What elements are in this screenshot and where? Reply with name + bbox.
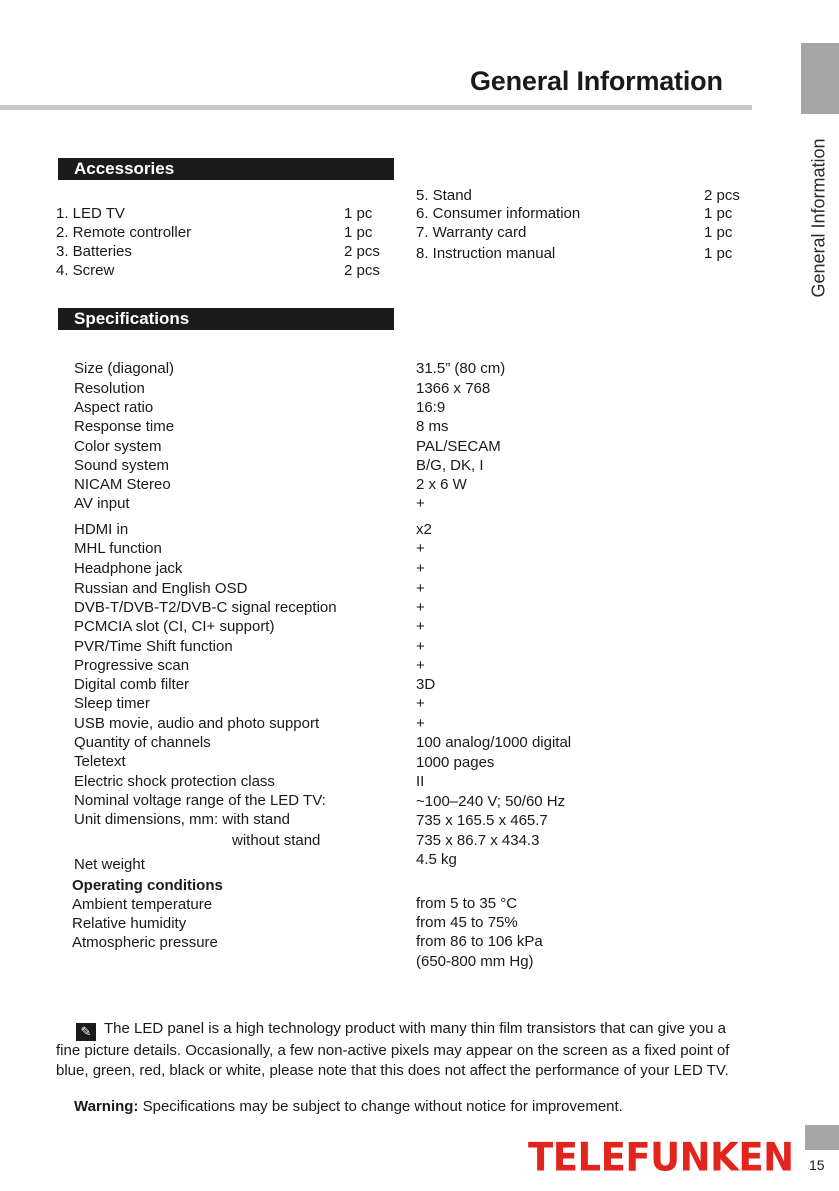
spec-label: Ambient temperature	[72, 896, 213, 913]
spec-value: from 45 to 75%	[416, 914, 518, 931]
accessory-qty: 1 pc	[704, 245, 733, 262]
operating-conditions-heading: Operating conditions	[72, 877, 223, 894]
spec-label: DVB-T/DVB-T2/DVB-C signal reception	[74, 599, 337, 616]
spec-value: PAL/SECAM	[416, 438, 501, 455]
accessory-item: 3. Batteries	[56, 243, 132, 260]
side-section-label: General Information	[808, 138, 829, 298]
note-text: The LED panel is a high technology product with many thin film transistors that can give you a fine picture details. Occasionally, a few non-active pixels may appear on the screen as a fixed point of blue, green, red, black or white, please note that this does not affect the performance of your LED TV.	[56, 1020, 730, 1079]
accessory-qty: 1 pc	[704, 224, 733, 241]
accessory-qty: 2 pcs	[344, 262, 380, 279]
accessory-item: 5. Stand	[416, 187, 472, 204]
spec-value: from 86 to 106 kPa	[416, 933, 543, 950]
note-pencil-icon: ✎	[76, 1023, 96, 1041]
spec-value: 735 x 86.7 x 434.3	[416, 832, 540, 849]
spec-value: 31.5” (80 cm)	[416, 360, 506, 377]
accessory-qty: 1 pc	[344, 224, 373, 241]
spec-value: 1366 x 768	[416, 380, 491, 397]
spec-label: HDMI in	[74, 521, 129, 538]
warning-text: Specifications may be subject to change without notice for improvement.	[138, 1098, 623, 1115]
spec-label: Headphone jack	[74, 560, 183, 577]
spec-label: Relative humidity	[72, 915, 187, 932]
spec-value: B/G, DK, I	[416, 457, 484, 474]
spec-value: 100 analog/1000 digital	[416, 734, 572, 751]
spec-value: +	[416, 599, 425, 616]
spec-label: Sleep timer	[74, 695, 150, 712]
spec-value: +	[416, 618, 425, 635]
accessory-item: 1. LED TV	[56, 205, 125, 222]
warning-label: Warning:	[74, 1098, 139, 1115]
spec-label: Nominal voltage range of the LED TV:	[74, 792, 326, 809]
spec-label: Size (diagonal)	[74, 360, 175, 377]
spec-value: +	[416, 695, 425, 712]
spec-label: AV input	[74, 495, 130, 512]
spec-label: Teletext	[74, 753, 126, 770]
spec-value: +	[416, 495, 425, 512]
accessory-item: 7. Warranty card	[416, 224, 527, 241]
spec-label: Unit dimensions, mm: with stand	[74, 811, 290, 828]
spec-value: +	[416, 540, 425, 557]
led-panel-note	[56, 1019, 746, 1080]
accessory-qty: 1 pc	[704, 205, 733, 222]
spec-label: NICAM Stereo	[74, 476, 171, 493]
spec-label: Electric shock protection class	[74, 773, 275, 790]
spec-label: Progressive scan	[74, 657, 190, 674]
spec-value: 1000 pages	[416, 754, 495, 771]
spec-label: without stand	[232, 832, 321, 849]
accessory-item: 2. Remote controller	[56, 224, 192, 241]
spec-value: 3D	[416, 676, 436, 693]
spec-label: Quantity of channels	[74, 734, 211, 751]
spec-label: Atmospheric pressure	[72, 934, 218, 951]
spec-label: Sound system	[74, 457, 170, 474]
warning-line	[74, 1097, 623, 1116]
spec-value: x2	[416, 521, 432, 538]
accessory-qty: 1 pc	[344, 205, 373, 222]
spec-value: +	[416, 657, 425, 674]
spec-value: (650-800 mm Hg)	[416, 953, 534, 970]
spec-label: Response time	[74, 418, 175, 435]
spec-value: 2 x 6 W	[416, 476, 467, 493]
spec-value: 8 ms	[416, 418, 449, 435]
accessories-heading: Accessories	[58, 158, 394, 180]
spec-value: +	[416, 638, 425, 655]
spec-value: 16:9	[416, 399, 446, 416]
accessory-item: 8. Instruction manual	[416, 245, 556, 262]
spec-value: +	[416, 715, 425, 732]
spec-label: PVR/Time Shift function	[74, 638, 233, 655]
spec-label: Digital comb filter	[74, 676, 190, 693]
spec-value: from 5 to 35 °C	[416, 895, 518, 912]
spec-label: Net weight	[74, 856, 145, 873]
page-tab-marker	[805, 1125, 839, 1150]
spec-label: MHL function	[74, 540, 162, 557]
accessory-qty: 2 pcs	[344, 243, 380, 260]
spec-label: Color system	[74, 438, 162, 455]
page-number: 15	[809, 1157, 825, 1173]
accessory-item: 4. Screw	[56, 262, 115, 279]
spec-label: Aspect ratio	[74, 399, 154, 416]
spec-value: 4.5 kg	[416, 851, 457, 868]
spec-value: +	[416, 580, 425, 597]
telefunken-logo: TELEFUNKEN	[528, 1135, 794, 1181]
title-rule	[0, 105, 752, 110]
spec-label: Russian and English OSD	[74, 580, 248, 597]
spec-label: Resolution	[74, 380, 145, 397]
spec-label: USB movie, audio and photo support	[74, 715, 320, 732]
accessory-item: 6. Consumer information	[416, 205, 581, 222]
spec-value: 735 x 165.5 x 465.7	[416, 812, 548, 829]
spec-label: PCMCIA slot (CI, CI+ support)	[74, 618, 275, 635]
page-title: General Information	[470, 66, 723, 96]
side-tab-marker	[801, 43, 839, 114]
specifications-heading: Specifications	[58, 308, 394, 330]
spec-value: II	[416, 773, 425, 790]
spec-value: ~100–240 V; 50/60 Hz	[416, 793, 566, 810]
spec-value: +	[416, 560, 425, 577]
accessory-qty: 2 pcs	[704, 187, 740, 204]
